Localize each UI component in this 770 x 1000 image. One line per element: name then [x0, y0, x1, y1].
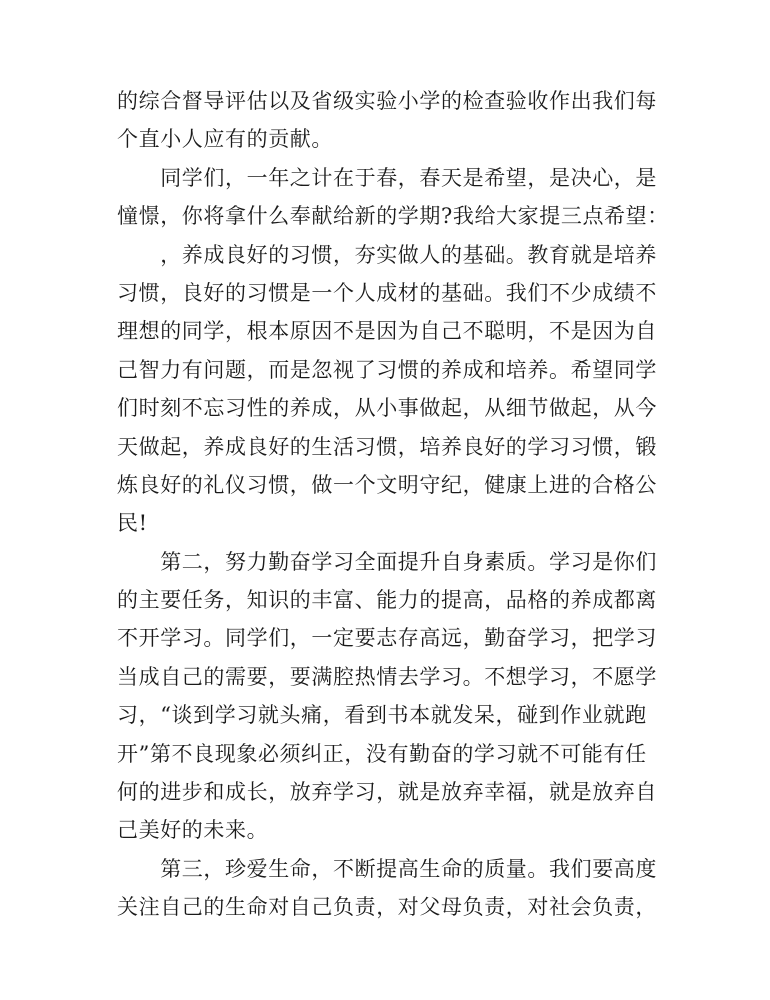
- text-line: 的综合督导评估以及省级实验小学的检查验收作出我们每: [117, 89, 657, 113]
- paragraph-1: [117, 82, 657, 159]
- text-line: 不开学习。同学们，一定要志存高远，勤奋学习，把学习: [117, 626, 657, 651]
- text-line: ，养成良好的习惯，夯实做人的基础。教育就是培养: [117, 242, 657, 267]
- text-line: 民!: [117, 511, 148, 536]
- text-line: 天做起，养成良好的生活习惯，培养良好的学习习惯，锻: [117, 434, 657, 459]
- paragraph-3: [117, 543, 657, 850]
- document-body: [117, 82, 669, 927]
- text-line: 习，“谈到学习就头痛，看到书本就发呆，碰到作业就跑: [117, 703, 647, 728]
- text-line: 憧憬，你将拿什么奉献给新的学期?我给大家提三点希望：: [117, 204, 669, 229]
- text-line: 个直小人应有的贡献。: [117, 127, 333, 152]
- text-line: 关注自己的生命对自己负责，对父母负责，对社会负责，: [117, 895, 657, 920]
- text-line: 炼良好的礼仪习惯，做一个文明守纪，健康上进的合格公: [117, 472, 657, 497]
- text-line: 理想的同学，根本原因不是因为自己不聪明，不是因为自: [117, 319, 657, 344]
- paragraph-4: [117, 850, 657, 927]
- text-line: 第二，努力勤奋学习全面提升自身素质。学习是你们: [117, 549, 657, 574]
- text-line: 习惯，良好的习惯是一个人成材的基础。我们不少成绩不: [117, 280, 657, 305]
- text-line: 同学们，一年之计在于春，春天是希望，是决心，是: [117, 165, 657, 190]
- text-line: 们时刻不忘习性的养成，从小事做起，从细节做起，从今: [117, 396, 657, 421]
- text-line: 开”第不良现象必须纠正，没有勤奋的学习就不可能有任: [117, 741, 647, 766]
- text-line: 己美好的未来。: [117, 818, 269, 843]
- paragraph-2: [117, 159, 669, 543]
- text-line: 何的进步和成长，放弃学习，就是放弃幸福，就是放弃自: [117, 780, 657, 805]
- text-line: 己智力有问题，而是忽视了习惯的养成和培养。希望同学: [117, 357, 657, 382]
- text-line: 第三，珍爱生命，不断提高生命的质量。我们要高度: [117, 856, 657, 881]
- text-line: 当成自己的需要，要满腔热情去学习。不想学习，不愿学: [117, 664, 657, 689]
- text-line: 的主要任务，知识的丰富、能力的提高，品格的养成都离: [117, 588, 657, 613]
